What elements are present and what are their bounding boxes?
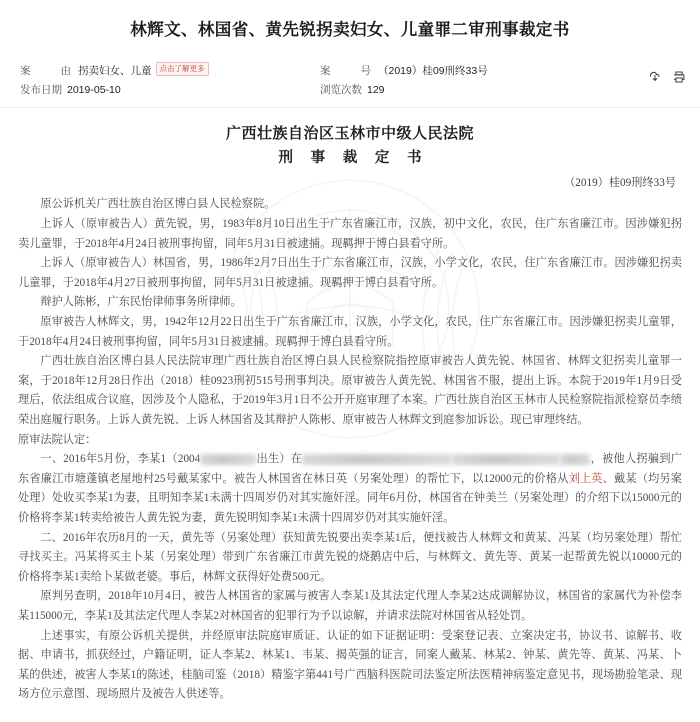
meta-cause-value: 拐卖妇女、儿童 [78,64,152,77]
paragraph-appellant-huang: 上诉人（原审被告人）黄先锐，男，1983年8月10日出生于广东省廉江市，汉族，初中文化，农民，住广东省廉江市。因涉嫌犯拐卖儿童罪，于2018年4月24日被刑事拘留，同年5月31日被逮捕。现羁押于博白县看守所。 [18,218,682,250]
paragraph-defense-counsel: 辩护人陈彬，广东民怡律师事务所律师。 [40,296,242,309]
document-actions [647,69,686,84]
paragraph-original-defendant-lin-huiwen: 原审被告人林辉文，男，1942年12月22日出生于广东省廉江市，汉族，小学文化，农民，住广东省廉江市。因涉嫌犯拐卖儿童罪，于2018年4月24日被刑事拘留，同年5月31日被逮捕。现羁押于博白县看守所。 [18,316,682,348]
document-case-number: （2019）桂09刑终33号 [564,177,676,190]
court-name: 广西壮族自治区玉林市中级人民法院 [225,126,474,143]
meta-row-bottom [20,80,684,99]
meta-cause [20,63,320,79]
redacted-location-a [302,454,452,465]
meta-case-number-value: （2019）桂09刑终33号 [378,65,488,78]
page-title: 林辉文、林国省、黄先锐拐卖妇女、儿童罪二审刑事裁定书 [130,21,570,39]
fact-one-after: ，被他人拐骗到广东省廉江市塘蓬镇老屋地村25号戴某家中。被告人林国省在林日英（另案处理）的帮忙下，以12000元的价格从 [18,453,682,485]
meta-views-label: 浏览次数 [320,84,362,97]
meta-publish-date-label: 发布日期 [20,84,62,97]
paragraph-prosecution-organ: 原公诉机关广西壮族自治区博白县人民检察院。 [40,198,276,211]
meta-case-number [320,63,620,78]
meta-views [320,82,620,97]
meta-cause-label: 案 由 [20,64,74,77]
document-body [18,122,682,704]
print-icon[interactable] [671,69,686,84]
paragraph-procedural-history: 广西壮族自治区博白县人民法院审理广西壮族自治区博白县人民检察院指控原审被告人黄先锐、林国省、林辉文犯拐卖儿童罪一案，于2018年12月28日作出（2018）桂0923刑初515号刑事判决。原审被告人黄先锐、林国省不服，提出上诉。本院于2019年1月9日受理后，依法组成合议庭，因涉及个人隐私，于2019年3月1日不公开开庭审理了本案。广西壮族自治区玉林市人民检察院指派检察员李绩荣出庭履行职务。上诉人黄先锐、上诉人林国省及其辩护人陈彬、原审被告人林辉文到庭参加诉讼。现已审理终结。 [18,355,682,426]
judgment-document [0,108,700,704]
fact-one-prefix: 一、2016年5月份，李某1（2004 [40,453,201,466]
meta-case-number-label: 案 号 [320,65,374,78]
meta-publish-date-value: 2019-05-10 [67,84,121,97]
fact-one-mid: 出生）在 [256,453,303,466]
document-kind: 刑 事 裁 定 书 [278,150,429,167]
document-meta-strip [0,55,700,108]
fact-one-tail: 、戴某（均另案处理）处收买李某1为妻，且明知李某1未满十四周岁仍对其实施奸淫。同年6月份，林国省在钟美兰（另案处理）的介绍下以15000元的价格将李某1转卖给被告人黄先锐为妻，黄先锐明知李某1未满十四周岁仍对其实施奸淫。 [18,472,682,524]
learn-more-badge[interactable]: 点击了解更多 [156,62,209,76]
paragraph-evidence-list: 上述事实，有原公诉机关提供，并经原审法院庭审质证、认证的如下证据证明：受案登记表、立案决定书，协议书、谅解书、收据、申请书，抓获经过，户籍证明，证人李某2、林某1、韦某、揭英强的证言，同案人戴某、林某2、钟某、黄先等、黄某、冯某、卜某的供述，被害人李某1的陈述，桂脑司鉴（2018）精鉴字第441号广西脑科医院司法鉴定所法医精神病鉴定意见书，现场勘验笔录、现场方位示意图、现场照片及被告人供述等。 [18,629,682,701]
paragraph-findings-heading: 原审法院认定： [18,433,97,446]
meta-publish-date [20,82,320,97]
paragraph-fact-two: 二、2016年农历8月的一天，黄先等（另案处理）获知黄先锐要出卖李某1后，便找被告人林辉文和黄某、冯某（均另案处理）帮忙寻找买主。冯某将买主卜某（另案处理）带到广东省廉江市黄先锐的烧鹅店中后，与林辉文、黄先等、黄某一起帮黄先锐以10000元的价格将李某1卖给卜某做老婆。事后，林辉文获得好处费500元。 [18,531,682,583]
page-header [0,0,700,55]
meta-row-top [20,61,684,80]
redacted-location-b [452,454,560,465]
redacted-birthdate [200,454,256,465]
download-icon[interactable] [647,69,662,84]
paragraph-appellant-lin-guosheng: 上诉人（原审被告人）林国省，男，1986年2月7日出生于广东省廉江市，汉族，小学文化，农民，住广东省廉江市。因涉嫌犯拐卖儿童罪，于2018年4月27日被刑事拘留，同年5月31日被逮捕。现羁押于博白县看守所。 [18,257,682,289]
meta-views-value: 129 [367,84,385,97]
redacted-location-c [560,454,590,465]
highlighted-name-liu-shangying: 刘上英 [568,472,603,485]
paragraph-fact-one [18,450,682,528]
paragraph-extra-finding: 原判另查明，2018年10月4日，被告人林国省的家属与被害人李某1及其法定代理人李某2达成调解协议，林国省的家属代为补偿李某115000元，李某1及其法定代理人李某2对林国省的犯罪行为予以谅解，并请求法院对林国省从轻处罚。 [18,590,682,622]
